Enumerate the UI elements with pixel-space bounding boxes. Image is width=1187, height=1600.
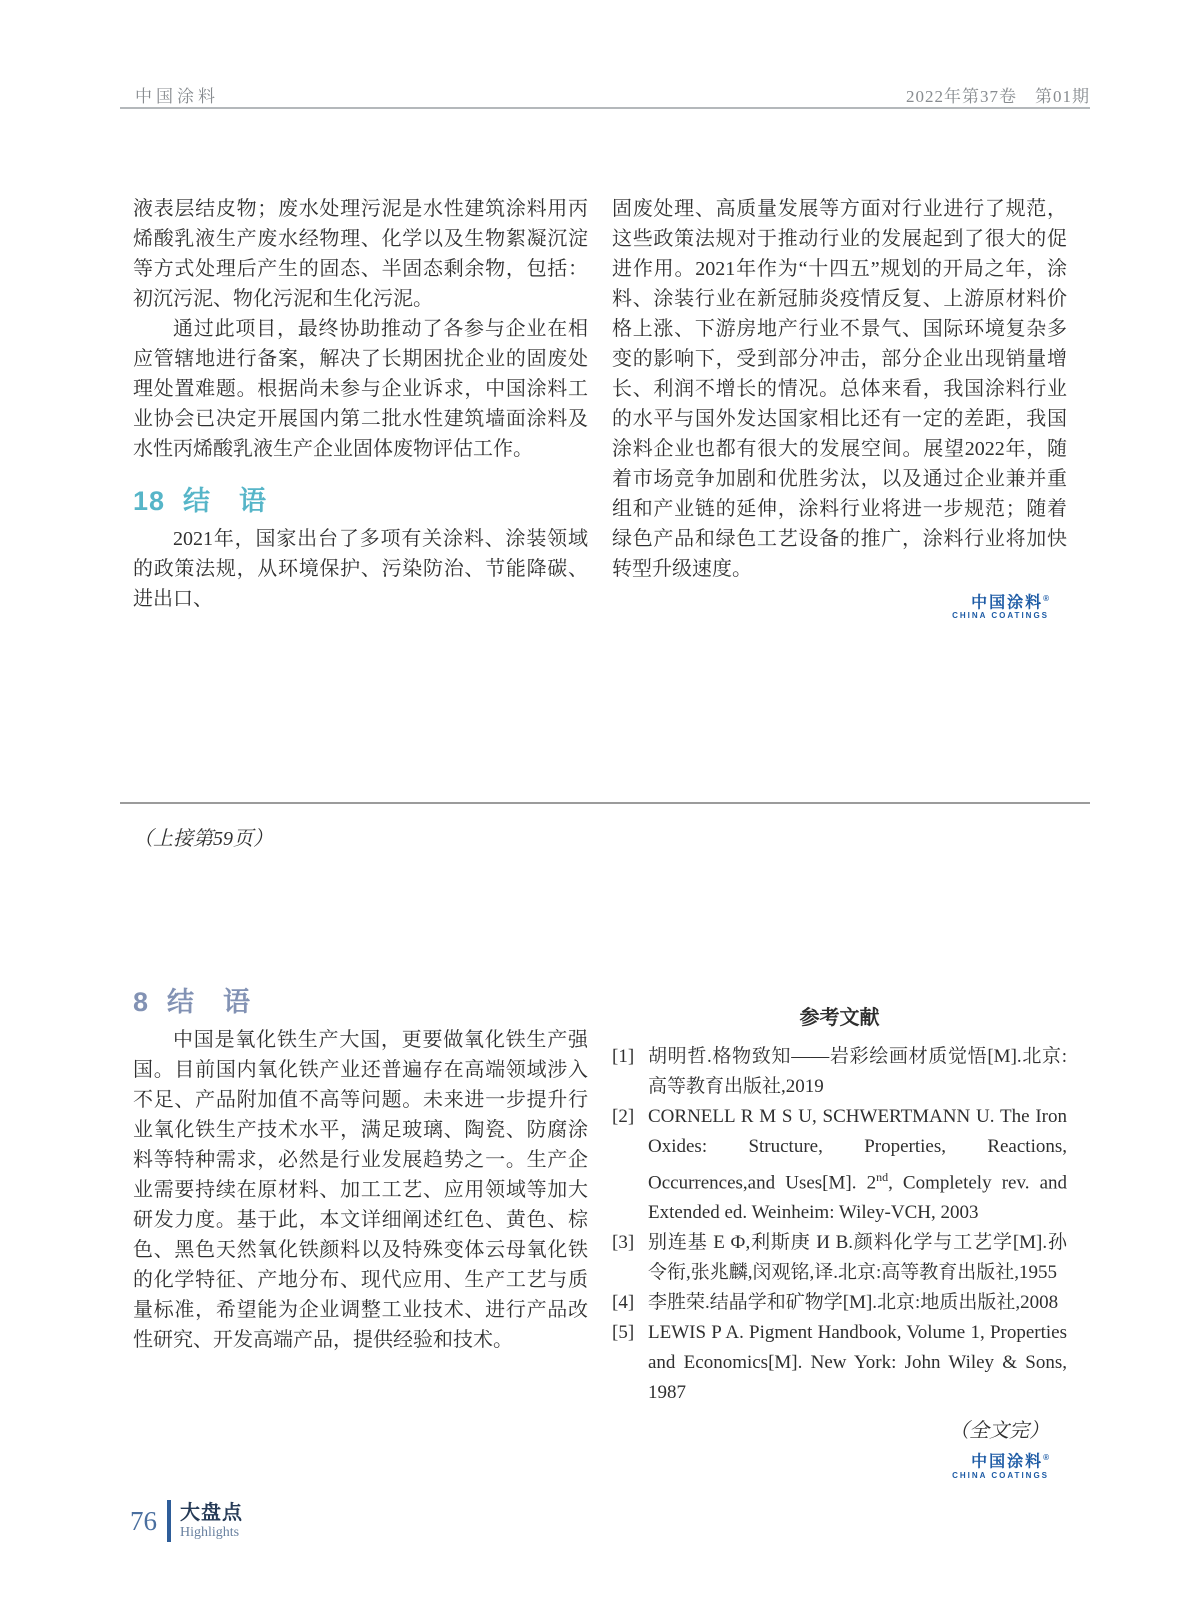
paragraph: 通过此项目，最终协助推动了各参与企业在相应管辖地进行备案，解决了长期困扰企业的固废处理处置难题。根据尚未参与企业诉求，中国涂料工业协会已决定开展国内第二批水性建筑墙面涂料及水性丙烯酸乳液生产企业固体废物评估工作。 xyxy=(133,318,588,460)
logo-english-text: CHINA COATINGS xyxy=(952,611,1049,621)
reference-entry xyxy=(612,1228,1067,1288)
reference-text: , Completely rev. and Extended ed. Weinheim: Wiley-VCH, 2003 xyxy=(648,1172,1068,1224)
reference-number: [4] xyxy=(612,1292,635,1314)
logo-chinese-text: 中国涂料® xyxy=(971,594,1049,612)
continued-from-note: （上接第59页） xyxy=(133,828,273,850)
china-coatings-logo xyxy=(612,1449,1049,1480)
article-end-note: （全文完） xyxy=(949,1420,1049,1443)
reference-number: [1] xyxy=(612,1046,635,1067)
bottom-article-section xyxy=(133,985,1067,1481)
paragraph: 液表层结皮物；废水处理污泥是水性建筑涂料用丙烯酸乳液生产废水经物理、化学以及生物絮凝沉淀等方式处理后产生的固态、半固态剩余物，包括：初沉污泥、物化污泥和生化污泥。 xyxy=(133,198,588,310)
reference-text: 别连基 Е Ф,利斯庚 И В.颜料化学与工艺学[M].孙令衔,张兆麟,闵观铭,译.北京:高等教育出版社,1955 xyxy=(648,1232,1067,1284)
page-number: 76 xyxy=(130,1505,157,1536)
footer-section-chinese: 大盘点 xyxy=(180,1501,243,1524)
paragraph: 固废处理、高质量发展等方面对行业进行了规范，这些政策法规对于推动行业的发展起到了很大的促进作用。2021年作为“十四五”规划的开局之年，涂料、涂装行业在新冠肺炎疫情反复、上游原材料价格上涨、下游房地产行业不景气、国际环境复杂多变的影响下，受到部分冲击，部分企业出现销量增长、利润不增长的情况。总体来看，我国涂料行业的水平与国外发达国家相比还有一定的差距，我国涂料企业也都有很大的发展空间。展望2022年，随着市场竞争加剧和优胜劣汰，以及通过企业兼并重组和产业链的延伸，涂料行业将进一步规范；随着绿色产品和绿色工艺设备的推广，涂料行业将加快转型升级速度。 xyxy=(612,198,1067,580)
reference-text: CORNELL R M S U, SCHWERTMANN U. The Iron Oxides: Structure, Properties, Reactions, Occurrences,and Uses[M]. 2 xyxy=(648,1106,1067,1194)
top-right-column xyxy=(612,194,1067,621)
logo-english-text: CHINA COATINGS xyxy=(952,1470,1049,1480)
section-title: 结 语 xyxy=(183,486,268,516)
section-heading-18 xyxy=(133,484,588,518)
references-heading: 参考文献 xyxy=(799,1007,880,1029)
top-left-column xyxy=(133,194,588,621)
reference-entry xyxy=(612,1318,1067,1408)
footer-divider-bar xyxy=(167,1500,171,1542)
reference-text: 胡明哲.格物致知——岩彩绘画材质觉悟[M].北京:高等教育出版社,2019 xyxy=(648,1046,1067,1097)
footer-section-label xyxy=(180,1502,243,1541)
footer-section-english: Highlights xyxy=(180,1524,240,1540)
registered-mark: ® xyxy=(1043,1453,1049,1463)
section-divider xyxy=(120,802,1090,804)
logo-chinese-text: 中国涂料® xyxy=(971,1453,1049,1471)
china-coatings-logo xyxy=(612,590,1049,621)
reference-entry xyxy=(612,1042,1067,1102)
section-number: 18 xyxy=(133,486,166,516)
journal-name: 中国涂料 xyxy=(135,87,219,106)
section-title: 结 语 xyxy=(167,987,252,1017)
reference-number: [2] xyxy=(612,1106,635,1127)
paragraph: 2021年，国家出台了多项有关涂料、涂装领域的政策法规，从环境保护、污染防治、节能降碳、进出口、 xyxy=(133,528,588,610)
ordinal-superscript: nd xyxy=(876,1170,889,1184)
section-number: 8 xyxy=(133,987,150,1017)
top-article-section xyxy=(133,194,1067,621)
section-heading-8 xyxy=(133,985,588,1019)
bottom-left-column xyxy=(133,985,588,1481)
reference-text: 李胜荣.结晶学和矿物学[M].北京:地质出版社,2008 xyxy=(648,1292,1059,1314)
reference-number: [5] xyxy=(612,1322,635,1344)
paragraph: 中国是氧化铁生产大国，更要做氧化铁生产强国。目前国内氧化铁产业还普遍存在高端领域涉入不足、产品附加值不高等问题。未来进一步提升行业氧化铁生产技术水平，满足玻璃、陶瓷、防腐涂料等特种需求，必然是行业发展趋势之一。生产企业需要持续在原材料、加工工艺、应用领域等加大研发力度。基于此，本文详细阐述红色、黄色、棕色、黑色天然氧化铁颜料以及特殊变体云母氧化铁的化学特征、产地分布、现代应用、生产工艺与质量标准，希望能为企业调整工业技术、进行产品改性研究、开发高端产品，提供经验和技术。 xyxy=(133,1029,588,1351)
registered-mark: ® xyxy=(1043,594,1049,603)
page-footer xyxy=(130,1500,243,1542)
reference-text: LEWIS P A. Pigment Handbook, Volume 1, Properties and Economics[M]. New York: John Wiley & Sons, 1987 xyxy=(648,1322,1067,1404)
header-rule xyxy=(120,107,1090,109)
issue-info: 2022年第37卷 第01期 xyxy=(906,87,1090,106)
reference-entry xyxy=(612,1102,1067,1228)
bottom-right-column xyxy=(612,985,1067,1481)
reference-number: [3] xyxy=(612,1232,635,1254)
reference-entry xyxy=(612,1288,1067,1318)
